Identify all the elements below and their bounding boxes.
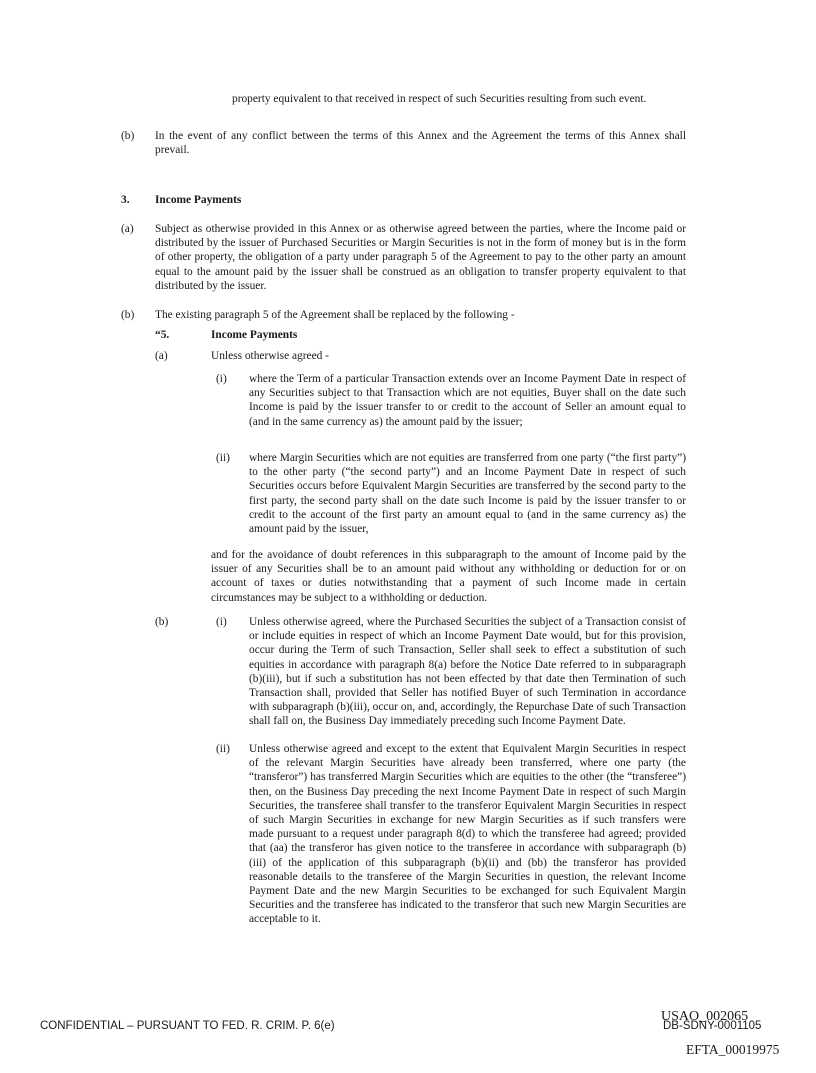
bates-efta: EFTA_00019975 <box>686 1042 780 1057</box>
section-number: 3. <box>121 194 130 206</box>
subpara-a-label: (a) <box>155 350 168 362</box>
clause-b-ii-label: (ii) <box>216 743 230 755</box>
clause-a-ii-label: (ii) <box>216 452 230 464</box>
section-title: Income Payments <box>155 194 242 206</box>
clause-a-i-text: where the Term of a particular Transaction extends over an Income Payment Date in respect of any Securities subject to that Transaction which are not equities, Buyer shall on the date such Income is paid by the issuer transfer to or credit to the account of Seller an amount equal to (and in the same currency as) the amount paid by the issuer; <box>249 373 686 428</box>
subpara-a-closing: and for the avoidance of doubt references in this subparagraph to the amount of Income paid by the issuer of any Securities shall be to an amount paid without any withholding or deduction for or on account of taxes or duties notwithstanding that a payment of such Income made in certain circumstances may be subject to a withholding or deduction. <box>211 549 686 604</box>
clause-a-i-label: (i) <box>216 373 227 385</box>
para-b-text: The existing paragraph 5 of the Agreement shall be replaced by the following - <box>155 309 515 321</box>
clause-a-ii-text: where Margin Securities which are not equities are transferred from one party (“the first party”) to the other party (“the second party”) and an Income Payment Date in respect of such Securities occurs before Equivalent Margin Securities are transferred by the second party to the first party, the second party shall on the date such Income is paid by the issuer transfer to or credit to the account of the first party an amount equal to (and in the same currency as) the amount paid by the issuer, <box>249 452 686 536</box>
clause-b-ii-text: Unless otherwise agreed and except to the extent that Equivalent Margin Securities in respect of the relevant Margin Securities have already been transferred, where one party (the “transferor”) has transferred Margin Securities which are equities to the other (the “transferee”) then, on the Business Day preceding the next Income Payment Date in respect of such Margin Securities, the transferee shall transfer to the transferor Equivalent Margin Securities in respect of such Margin Securities in exchange for new Margin Securities as if such transfers were made pursuant to a request under paragraph 8(d) to which the transferee had agreed; provided that (aa) the transferor has given notice to the transferee in accordance with subparagraph (b)(iii) of the application of this subparagraph (b)(ii) and (bb) the transferor has provided reasonable details to the transferee of the Margin Securities in question, the relevant Income Payment Date and the new Margin Securities to be exchanged for such Equivalent Margin Securities and the transferee has indicated to the transferor that such new Margin Securities are acceptable to it. <box>249 743 686 926</box>
new-section-title: Income Payments <box>211 329 298 341</box>
clause-b-i-label: (i) <box>216 616 227 628</box>
para-b-top-label: (b) <box>121 130 135 142</box>
bates-db: DB-SDNY-0001105 <box>663 1020 762 1032</box>
clause-b-i-text: Unless otherwise agreed, where the Purchased Securities the subject of a Transaction consist of or include equities in respect of which an Income Payment Date would, but for this provision, occur during the Term of such Transaction, Seller shall seek to effect a substitution of such equities in accordance with paragraph 8(a) before the Notice Date referred to in subparagraph (b)(iii), but if such a substitution has not been effected by that date then Termination of such Transaction shall, provided that Seller has notified Buyer of such Termination in accordance with subparagraph (b)(iii), occur on, and, accordingly, the Repurchase Date of such Transaction shall fall on, the Business Day immediately preceding such Income Payment Date. <box>249 616 686 728</box>
continuation-text: property equivalent to that received in respect of such Securities resulting from such event. <box>232 93 647 105</box>
para-a-text: Subject as otherwise provided in this Annex or as otherwise agreed between the parties, where the Income paid or distributed by the issuer of Purchased Securities or Margin Securities is not in the form of money but is in the form of other property, the obligation of a party under paragraph 5 of the Agreement to pay to the other party an amount equal to the amount paid by the issuer shall be construed as an obligation to transfer property equivalent to that distributed by the issuer. <box>155 223 686 292</box>
subpara-a-intro: Unless otherwise agreed - <box>211 350 329 362</box>
subpara-b-label: (b) <box>155 616 169 628</box>
bates-usao: USAO_002065 <box>661 1009 749 1024</box>
new-section-number: “5. <box>155 329 170 341</box>
confidentiality-notice: CONFIDENTIAL – PURSUANT TO FED. R. CRIM. P. 6(e) <box>40 1020 335 1032</box>
para-a-label: (a) <box>121 223 134 235</box>
para-b-top-text: In the event of any conflict between the terms of this Annex and the Agreement the terms of this Annex shall prevail. <box>155 130 686 157</box>
para-b-label: (b) <box>121 309 135 321</box>
